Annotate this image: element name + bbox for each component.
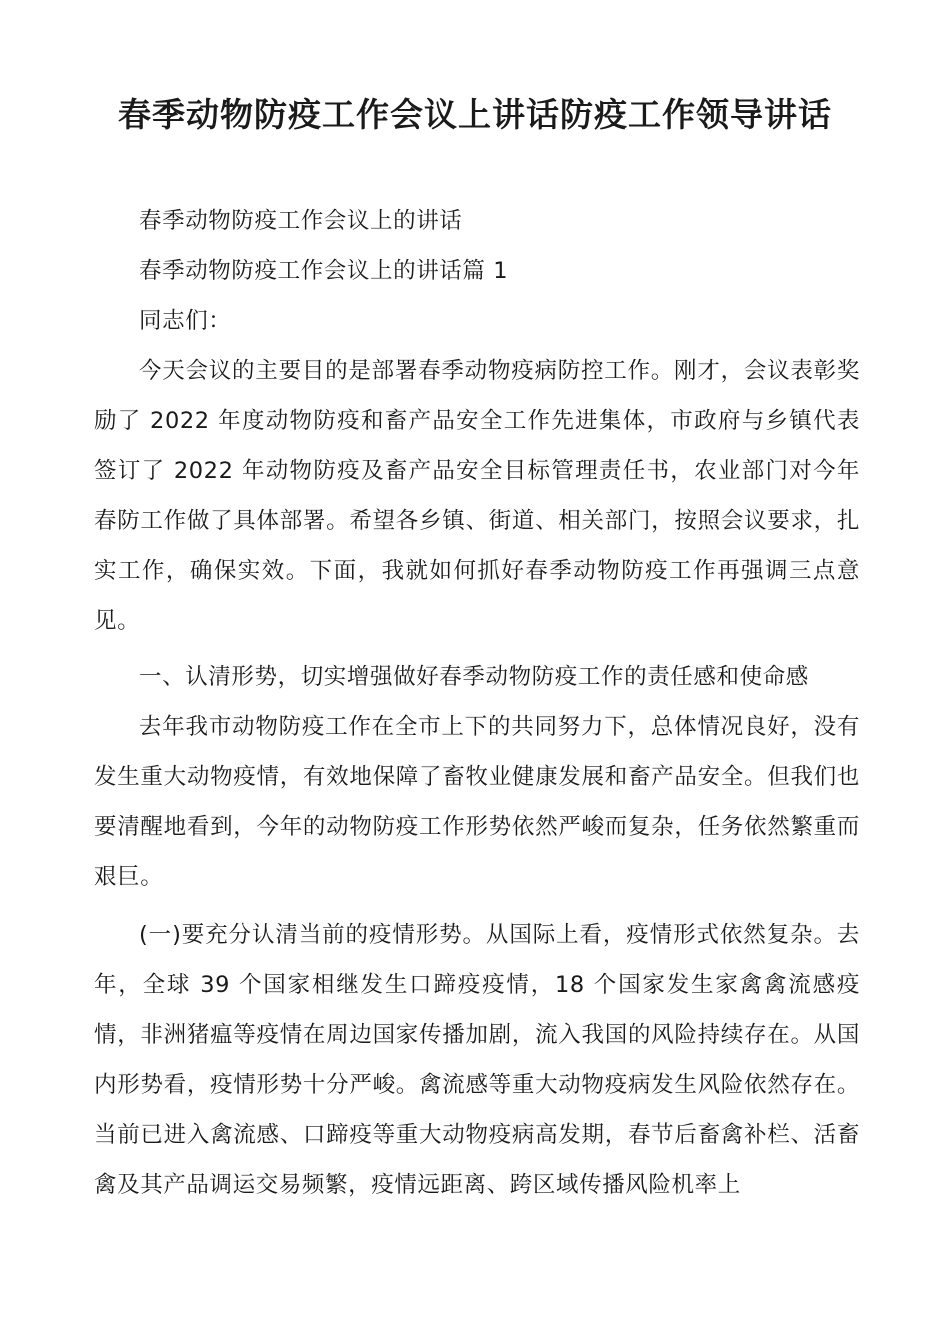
section-heading-1: 一、认清形势，切实增强做好春季动物防疫工作的责任感和使命感: [139, 664, 809, 690]
salutation: 同志们：: [139, 308, 232, 334]
speech-subheading: 春季动物防疫工作会议上的讲话篇 1: [139, 258, 509, 284]
document-title: 春季动物防疫工作会议上讲话防疫工作领导讲话: [118, 95, 832, 134]
speech-heading: 春季动物防疫工作会议上的讲话: [139, 208, 463, 234]
paragraph-intro: 今天会议的主要目的是部署春季动物疫病防控工作。刚才，会议表彰奖励了 2022 年度动物防疫和畜产品安全工作先进集体，市政府与乡镇代表签订了 2022 年动物防疫及畜产品安全目标管理责任书，农业部门对今年春防工作做了具体部署。希望各乡镇、街道、相关部门，按照会议要求，扎实工作，确保实效。下面，我就如何抓好春季动物防疫工作再强调三点意见。: [94, 358, 860, 634]
document-body: [94, 196, 860, 1210]
paragraph-situation: 去年我市动物防疫工作在全市上下的共同努力下，总体情况良好，没有发生重大动物疫情，有效地保障了畜牧业健康发展和畜产品安全。但我们也要清醒地看到，今年的动物防疫工作形势依然严峻而复杂，任务依然繁重而艰巨。: [94, 714, 860, 890]
paragraph-epidemic: (一)要充分认清当前的疫情形势。从国际上看，疫情形式依然复杂。去年，全球 39 个国家相继发生口蹄疫疫情，18 个国家发生家禽禽流感疫情，非洲猪瘟等疫情在周边国家传播加剧，流入我国的风险持续存在。从国内形势看，疫情形势十分严峻。禽流感等重大动物疫病发生风险依然存在。当前已进入禽流感、口蹄疫等重大动物疫病高发期，春节后畜禽补栏、活畜禽及其产品调运交易频繁，疫情远距离、跨区域传播风险机率上: [94, 922, 860, 1198]
